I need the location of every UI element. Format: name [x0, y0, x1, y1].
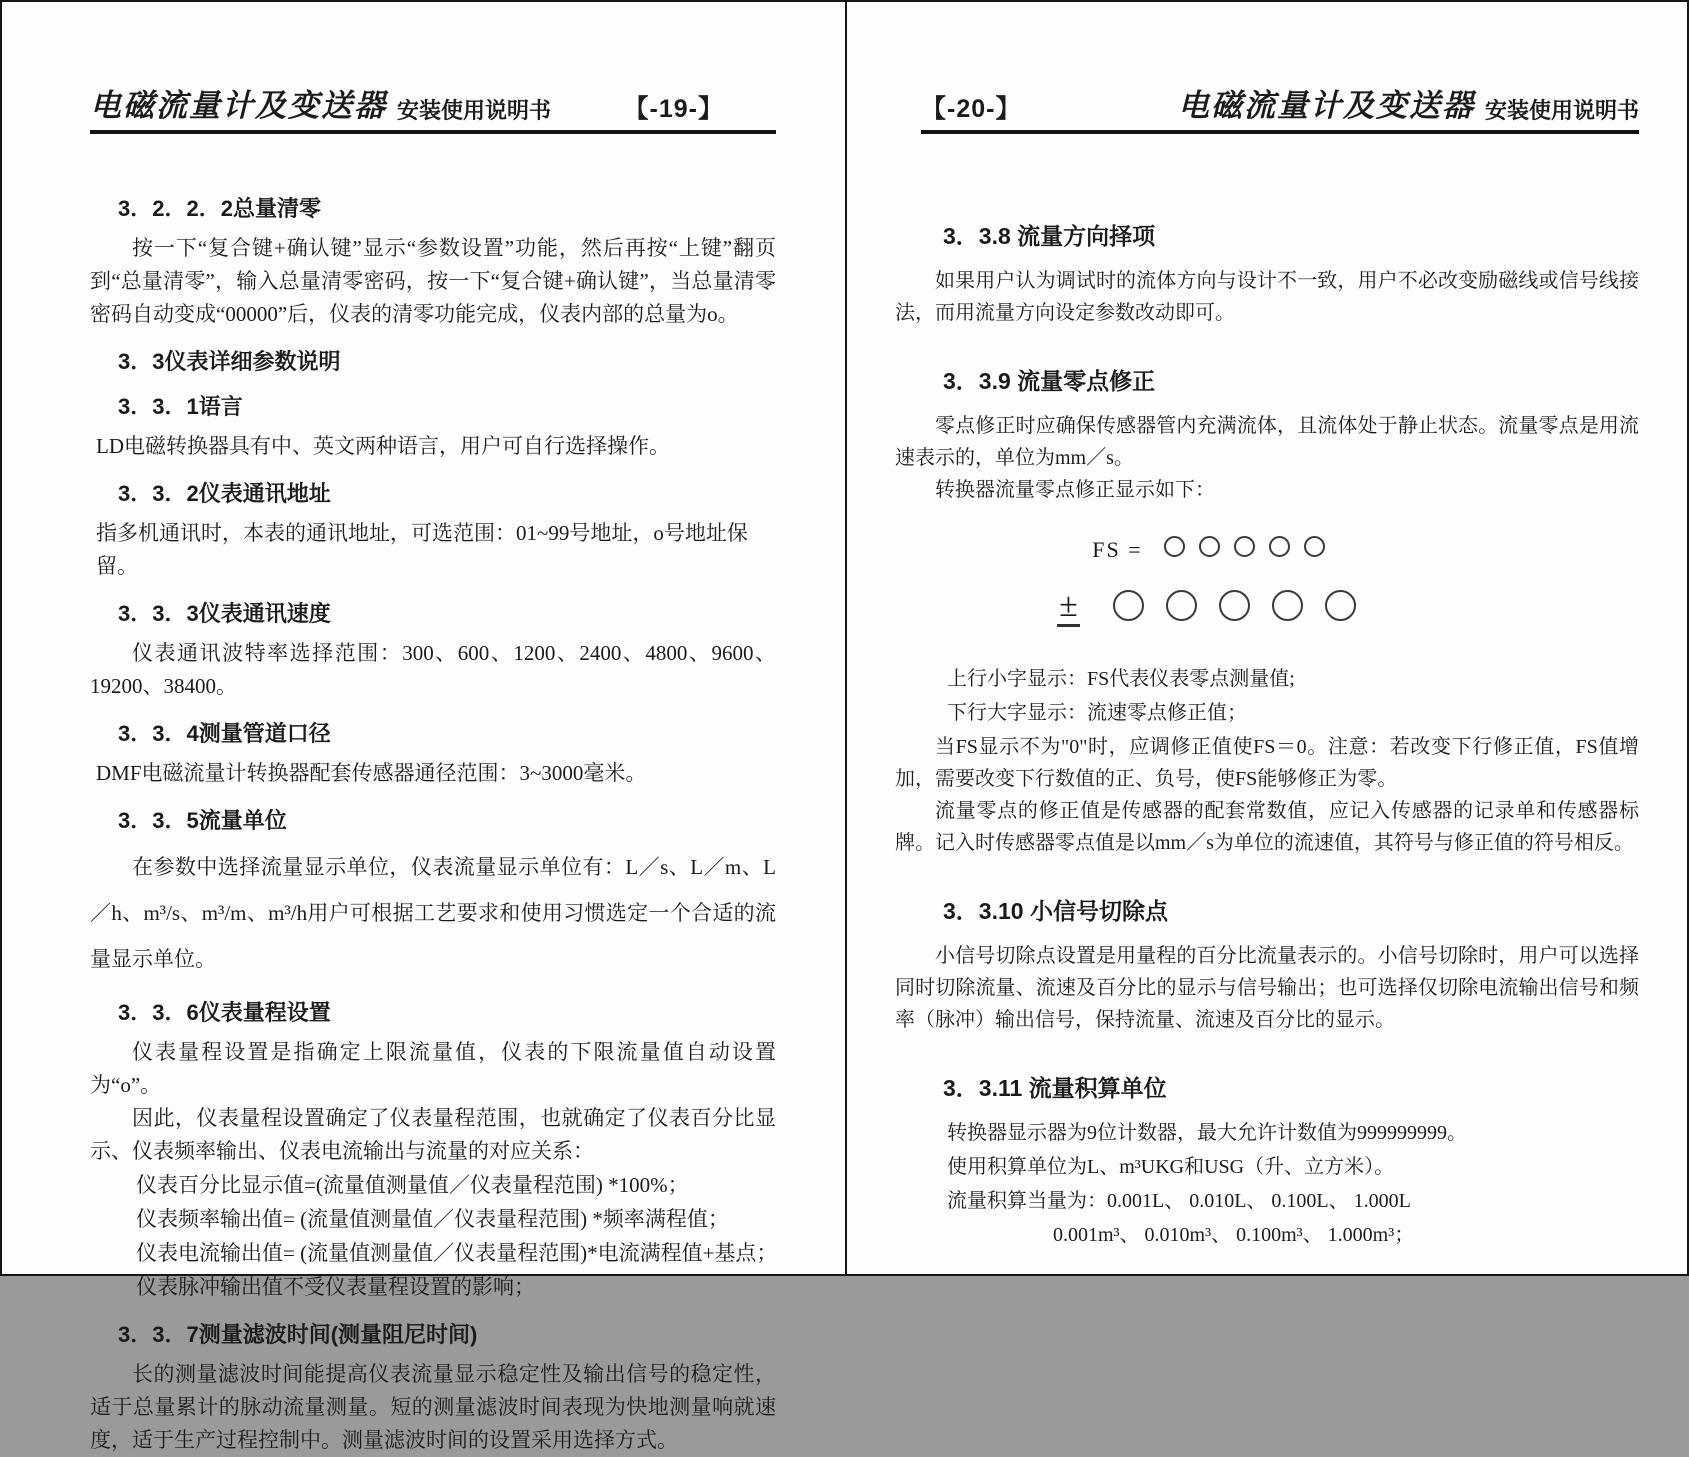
- formula-line: 仪表脉冲输出值不受仪表量程设置的影响；: [136, 1275, 535, 1299]
- page-divider: [845, 0, 847, 1276]
- paragraph: 仪表通讯波特率选择范围：300、600、1200、2400、4800、9600、19200、38400。: [90, 641, 776, 698]
- section-heading: 3．3．6仪表量程设置: [118, 1000, 331, 1025]
- formula-line: 仪表电流输出值= (流量值测量值／仪表量程范围)*电流满程值+基点；: [136, 1241, 778, 1265]
- display-digit-circle: [1325, 590, 1356, 621]
- doc-title: 电磁流量计及变送器: [90, 88, 387, 123]
- paragraph: 按一下“复合键+确认键”显示“参数设置”功能，然后再按“上键”翻页到“总量清零”，输入总量清零密码，按一下“复合键+确认键”，当总量清零密码自动变成“00000”后，仪表的清零功能完成，仪表内部的总量为o。: [90, 236, 776, 326]
- section-heading: 3．3．7测量滤波时间(测量阻尼时间): [118, 1322, 478, 1347]
- display-digit-circle: [1166, 590, 1197, 621]
- page-left: [0, 0, 846, 1452]
- paragraph: 转换器显示器为9位计数器，最大允许计数值为999999999。: [947, 1122, 1467, 1144]
- fs-bottom-circles: [1102, 590, 1367, 627]
- paragraph: 指多机通讯时，本表的通讯地址，可选范围：01~99号地址，o号地址保留。: [96, 521, 748, 578]
- display-digit-circle: [1269, 536, 1290, 557]
- fs-label: FS =: [1092, 536, 1143, 562]
- page-number: 【-19-】: [623, 95, 724, 123]
- section-heading: 3．2．2．2总量清零: [118, 196, 321, 221]
- paragraph: 零点修正时应确保传感器管内充满流体，且流体处于静止状态。流量零点是用流速表示的，单位为mm／s。: [895, 415, 1639, 469]
- doc-subtitle: 安装使用说明书: [397, 98, 552, 123]
- section-heading: 3．3.8 流量方向择项: [943, 223, 1156, 249]
- paragraph: 0.001m³、 0.010m³、 0.100m³、 1.000m³；: [1053, 1224, 1415, 1246]
- page-left-content: [90, 134, 776, 1457]
- paragraph: DMF电磁流量计转换器配套传感器通径范围：3~3000毫米。: [96, 761, 647, 785]
- paragraph: LD电磁转换器具有中、英文两种语言，用户可自行选择操作。: [96, 434, 670, 458]
- section-heading: 3．3.10 小信号切除点: [943, 898, 1168, 924]
- paragraph: 长的测量滤波时间能提高仪表流量显示稳定性及输出信号的稳定性，适于总量累计的脉动流量测量。短的测量滤波时间表现为快地测量响就速度，适于生产过程控制中。测量滤波时间的设置采用选择方式。: [90, 1362, 776, 1452]
- page-right-header: [921, 80, 1639, 134]
- display-digit-circle: [1272, 590, 1303, 621]
- paragraph: 因此，仪表量程设置确定了仪表量程范围，也就确定了仪表百分比显示、仪表频率输出、仪表电流输出与流量的对应关系：: [90, 1106, 776, 1163]
- section-heading: 3．3仪表详细参数说明: [118, 349, 341, 374]
- section-heading: 3．3．3仪表通讯速度: [118, 601, 331, 626]
- paragraph: 流量零点的修正值是传感器的配套常数值，应记入传感器的记录单和传感器标牌。记入时传感器零点值是以mm／s为单位的流速值，其符号与修正值的符号相反。: [895, 800, 1639, 854]
- doc-title-group: [1178, 80, 1639, 125]
- section-heading: 3．3.11 流量积算单位: [943, 1075, 1167, 1101]
- paragraph: 如果用户认为调试时的流体方向与设计不一致，用户不必改变励磁线或信号线接法，而用流量方向设定参数改动即可。: [895, 270, 1639, 324]
- page-number: 【-20-】: [921, 95, 1022, 123]
- display-digit-circle: [1304, 536, 1325, 557]
- page-right-content: [895, 134, 1639, 1251]
- page-left-header: [90, 80, 776, 134]
- doc-subtitle: 安装使用说明书: [1484, 98, 1639, 123]
- display-digit-circle: [1199, 536, 1220, 557]
- fs-zero-display: [895, 536, 1639, 627]
- paragraph: 小信号切除点设置是用量程的百分比流量表示的。小信号切除时，用户可以选择同时切除流量、流速及百分比的显示与信号输出；也可选择仅切除电流输出信号和频率（脉冲）输出信号，保持流量、流速及百分比的显示。: [895, 945, 1639, 1031]
- paragraph: 上行小字显示：FS代表仪表零点测量值;: [947, 668, 1295, 690]
- section-heading: 3．3．5流量单位: [118, 808, 287, 833]
- paragraph: 仪表量程设置是指确定上限流量值，仪表的下限流量值自动设置为“o”。: [90, 1040, 776, 1097]
- section-heading: 3．3．2仪表通讯地址: [118, 481, 331, 506]
- formula-line: 仪表百分比显示值=(流量值测量值／仪表量程范围) *100%；: [136, 1173, 689, 1197]
- fs-correction-value-row: [840, 589, 1584, 627]
- page-right: [847, 0, 1689, 1276]
- display-digit-circle: [1164, 536, 1185, 557]
- paragraph: 下行大字显示：流速零点修正值；: [947, 702, 1247, 724]
- display-digit-circle: [1219, 590, 1250, 621]
- paragraph: 使用积算单位为L、m³UKG和USG（升、立方米）。: [947, 1156, 1395, 1178]
- display-digit-circle: [1234, 536, 1255, 557]
- plus-minus-sign: ±: [1057, 589, 1080, 627]
- section-heading: 3．3．1语言: [118, 394, 243, 419]
- section-heading: 3．3．4测量管道口径: [118, 721, 331, 746]
- fs-measured-value-row: [840, 536, 1584, 563]
- doc-title: 电磁流量计及变送器: [1177, 88, 1475, 123]
- paragraph: 当FS显示不为"0"时，应调修正值使FS＝0。注意：若改变下行修正值，FS值增加，需要改变下行数值的正、负号，使FS能够修正为零。: [895, 736, 1639, 790]
- formula-line: 仪表频率输出值= (流量值测量值／仪表量程范围) *频率满程值；: [136, 1207, 729, 1231]
- fs-top-circles: [1157, 536, 1332, 563]
- paragraph: 流量积算当量为：0.001L、 0.010L、 0.100L、 1.000L: [947, 1190, 1411, 1212]
- section-heading: 3．3.9 流量零点修正: [943, 368, 1156, 394]
- paragraph: 在参数中选择流量显示单位，仪表流量显示单位有：L／s、L／m、L／h、m³/s、m³/m、m³/h用户可根据工艺要求和使用习惯选定一个合适的流量显示单位。: [90, 855, 776, 971]
- paragraph: 转换器流量零点修正显示如下：: [935, 479, 1215, 501]
- display-digit-circle: [1113, 590, 1144, 621]
